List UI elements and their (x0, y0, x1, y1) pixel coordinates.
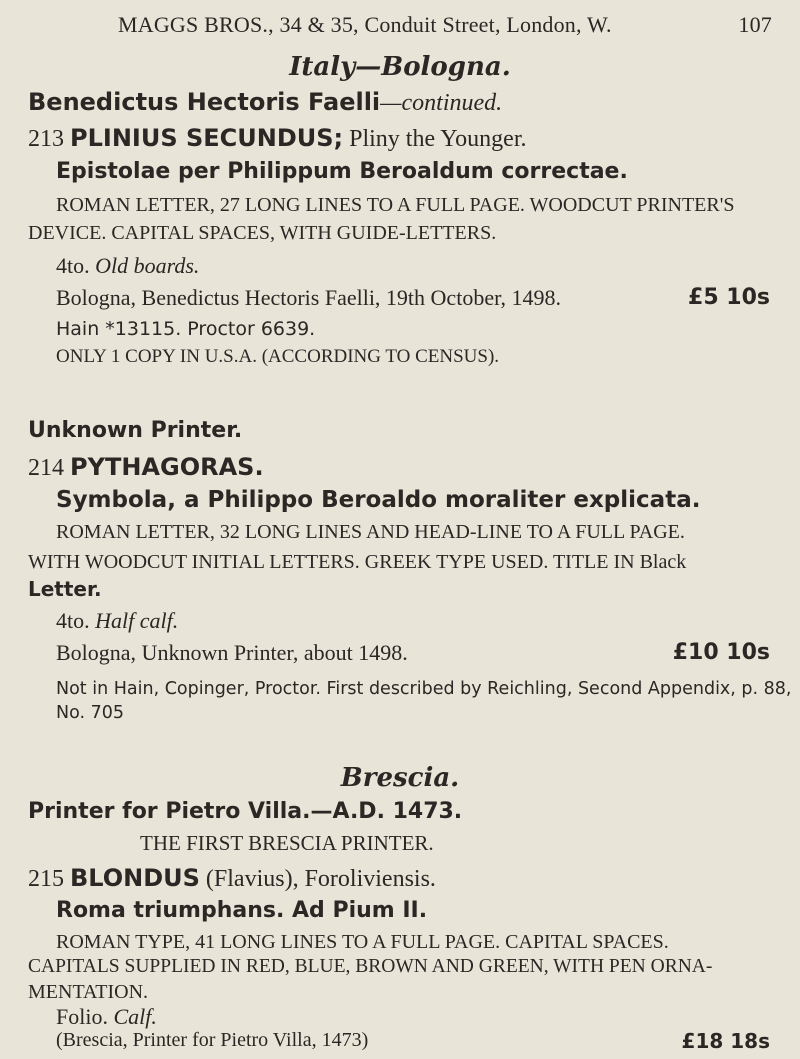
entry-215-heading (28, 864, 436, 893)
entry-description-line: DEVICE. CAPITAL SPACES, WITH GUIDE-LETTERS. (28, 222, 497, 244)
format-size: 4to. (56, 608, 90, 633)
section-subtitle: THE FIRST BRESCIA PRINTER. (140, 831, 434, 855)
printer-subhead (28, 88, 502, 117)
entry-description-line: CAPITALS SUPPLIED IN RED, BLUE, BROWN AND GREEN, WITH PEN ORNA- (28, 956, 713, 977)
entry-work-title: Roma triumphans. Ad Pium II. (56, 898, 428, 923)
page-number: 107 (738, 12, 772, 37)
entry-format (56, 253, 199, 279)
entry-references: Hain *13115. Proctor 6639. (56, 318, 316, 340)
entry-description-line: ROMAN LETTER, 27 LONG LINES TO A FULL PAGE. WOODCUT PRINTER'S (56, 194, 735, 216)
entry-imprint: Bologna, Benedictus Hectoris Faelli, 19th October, 1498. (56, 285, 562, 310)
entry-description-line: WITH WOODCUT INITIAL LETTERS. GREEK TYPE USED. TITLE IN Black (28, 551, 687, 573)
entry-author: PYTHAGORAS. (70, 453, 264, 481)
entry-price: £5 10s (688, 285, 770, 310)
running-header (118, 12, 772, 38)
entry-price: £18 18s (681, 1029, 770, 1053)
entry-imprint: (Brescia, Printer for Pietro Villa, 1473) (56, 1029, 369, 1051)
entry-214-heading (28, 453, 264, 482)
entry-number: 215 (28, 866, 64, 892)
entry-work-title: Symbola, a Philippo Beroaldo moraliter explicata. (56, 487, 701, 513)
entry-imprint: Bologna, Unknown Printer, about 1498. (56, 640, 408, 665)
entry-census: ONLY 1 COPY IN U.S.A. (ACCORDING TO CENSUS). (56, 346, 500, 367)
binding: Old boards. (95, 253, 200, 278)
entry-note: Not in Hain, Copinger, Proctor. First described by Reichling, Second Appendix, p. 88, (56, 679, 792, 699)
entry-author-note: Pliny the Younger. (349, 126, 527, 152)
format-size: Folio. (56, 1004, 108, 1029)
entry-price: £10 10s (672, 640, 770, 665)
entry-description-line: ROMAN LETTER, 32 LONG LINES AND HEAD-LINE TO A FULL PAGE. (56, 521, 685, 543)
entry-description-line: Letter. (28, 577, 102, 601)
entry-213-heading (28, 124, 527, 153)
entry-number: 213 (28, 126, 64, 152)
entry-number: 214 (28, 455, 64, 481)
section-title-bologna: Italy—Bologna. (289, 52, 511, 82)
continued-label: —continued. (380, 90, 503, 116)
binding: Calf. (113, 1004, 157, 1029)
binding: Half calf. (95, 608, 179, 633)
entry-note: No. 705 (56, 703, 125, 723)
entry-description-line: MENTATION. (28, 981, 149, 1003)
entry-format (56, 1004, 157, 1030)
printer-name: Benedictus Hectoris Faelli (28, 88, 381, 116)
entry-work-title: Epistolae per Philippum Beroaldum correctae. (56, 159, 628, 184)
entry-author: PLINIUS SECUNDUS; (70, 124, 344, 152)
running-head: MAGGS BROS., 34 & 35, Conduit Street, London, W. (118, 12, 612, 37)
entry-description-line: ROMAN TYPE, 41 LONG LINES TO A FULL PAGE. CAPITAL SPACES. (56, 931, 669, 953)
entry-author: BLONDUS (70, 864, 200, 892)
printer-subhead: Printer for Pietro Villa.—A.D. 1473. (28, 799, 463, 824)
printer-subhead: Unknown Printer. (28, 418, 243, 443)
format-size: 4to. (56, 253, 90, 278)
entry-author-note: (Flavius), Foroliviensis. (205, 866, 436, 892)
section-title-brescia: Brescia. (340, 763, 460, 793)
entry-format (56, 608, 178, 634)
